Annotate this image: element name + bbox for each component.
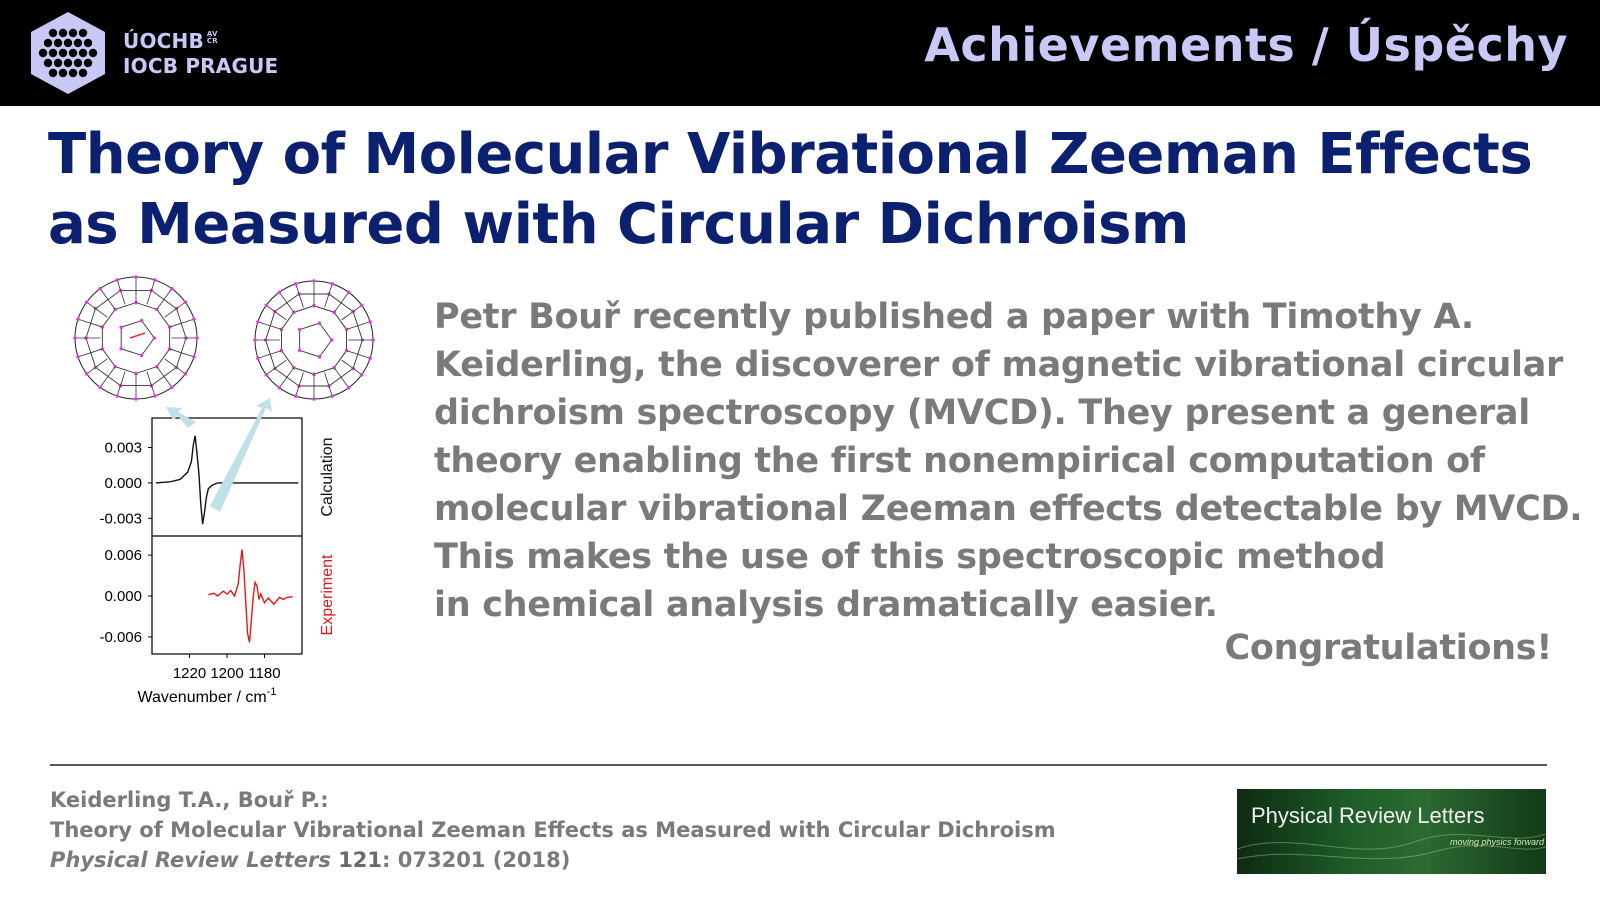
- spectra-figure: [70, 270, 390, 730]
- arrow-to-cage-2: [210, 398, 272, 512]
- logo-dot: [79, 69, 87, 77]
- cage-bond: [342, 360, 362, 375]
- y-tick-label: -0.003: [99, 510, 142, 528]
- title-line-1: Theory of Molecular Vibrational Zeeman Effects: [48, 122, 1533, 187]
- cage-bond: [100, 289, 115, 310]
- logo-dot: [39, 49, 47, 57]
- cage-bond: [100, 367, 115, 388]
- cage-atom: [153, 394, 157, 398]
- x-axis-label-sup: -1: [266, 686, 277, 698]
- cage-atom: [298, 328, 302, 332]
- calculation-label: Calculation: [319, 437, 336, 517]
- header-bar: [0, 0, 1600, 106]
- cage-bond: [157, 289, 172, 310]
- cage-atom: [360, 373, 364, 377]
- cage-atom: [170, 386, 174, 390]
- cage-atom: [294, 282, 298, 286]
- cage-ring: [281, 306, 346, 374]
- cage-atom: [119, 347, 123, 351]
- cage-atom: [140, 354, 144, 358]
- cage-atom: [119, 325, 123, 329]
- journal-logo: [1237, 789, 1546, 874]
- logo-dot: [54, 59, 62, 67]
- experiment-line: [208, 550, 292, 643]
- cage-bond: [279, 368, 294, 388]
- cage-atom: [256, 356, 260, 360]
- cage-bond: [279, 292, 294, 312]
- logo-dot: [54, 39, 62, 47]
- summary-line: theory enabling the first nonempirical computation of: [434, 441, 1485, 481]
- summary-line: Petr Bouř recently published a paper with Timothy A.: [434, 297, 1474, 337]
- cage-bond: [157, 367, 172, 388]
- cage-atom: [192, 355, 196, 359]
- citation-authors: Keiderling T.A., Bouř P.:: [50, 788, 329, 812]
- cage-atom: [371, 338, 375, 342]
- cage-atom: [76, 317, 80, 321]
- logo-dot: [74, 59, 82, 67]
- cage-atom: [330, 282, 334, 286]
- summary-line: molecular vibrational Zeeman effects detectable by MVCD.: [434, 489, 1583, 529]
- x-tick-label: 1200: [210, 665, 244, 682]
- cage-atom: [85, 372, 89, 376]
- fullerene-cage-icon: [73, 275, 199, 401]
- logo-dot: [69, 49, 77, 57]
- citation-title: Theory of Molecular Vibrational Zeeman Effects as Measured with Circular Dichroism: [50, 818, 1056, 842]
- cage-atom: [347, 386, 351, 390]
- cage-atom: [264, 373, 268, 377]
- cage-atom: [140, 319, 144, 323]
- cage-atom: [312, 279, 316, 283]
- y-tick-label: -0.006: [99, 628, 142, 646]
- logo-dot: [74, 39, 82, 47]
- cage-atom: [85, 300, 89, 304]
- logo-dot: [49, 29, 57, 37]
- summary-line: dichroism spectroscopy (MVCD). They present a general: [434, 393, 1530, 433]
- cage-bond: [266, 360, 286, 375]
- cage-atom: [278, 386, 282, 390]
- cage-bond: [266, 305, 286, 320]
- cage-atom: [170, 287, 174, 291]
- cage-atom: [134, 397, 138, 401]
- cage-atom: [256, 320, 260, 324]
- y-tick-label: 0.003: [104, 439, 142, 457]
- logo-dot: [59, 29, 67, 37]
- logo-dot: [59, 49, 67, 57]
- cage-atom: [318, 355, 322, 359]
- cage-atom: [134, 275, 138, 279]
- logo-dot: [69, 29, 77, 37]
- cage-atom: [312, 397, 316, 401]
- logo-dot: [44, 59, 52, 67]
- cage-atom: [153, 336, 157, 340]
- x-tick-label: 1220: [172, 665, 207, 682]
- logo-dot: [59, 69, 67, 77]
- cage-atom: [278, 290, 282, 294]
- cage-atom: [192, 317, 196, 321]
- logo-dot: [69, 69, 77, 77]
- summary-line: in chemical analysis dramatically easier.: [434, 585, 1218, 625]
- cage-atom: [153, 278, 157, 282]
- section-title: Achievements / Úspěchy: [924, 18, 1568, 72]
- logo-dot: [44, 39, 52, 47]
- cage-bond: [87, 302, 108, 317]
- cage-ring: [121, 321, 154, 356]
- cage-atom: [184, 300, 188, 304]
- x-axis-label: Wavenumber / $cm^{-1}$: [137, 686, 277, 706]
- fullerene-cage-icon: [253, 279, 375, 401]
- cage-bond: [342, 305, 362, 320]
- logo-dot: [84, 39, 92, 47]
- cage-atom: [115, 394, 119, 398]
- y-tick-label: 0.006: [104, 547, 142, 565]
- journal-logo-title: Physical Review Letters: [1251, 803, 1485, 828]
- cage-atom: [318, 321, 322, 325]
- page-title: [48, 120, 1548, 260]
- cage-atom: [184, 372, 188, 376]
- title-line-2: as Measured with Circular Dichroism: [48, 192, 1189, 257]
- cage-atom: [347, 290, 351, 294]
- cage-bond: [334, 368, 349, 388]
- cage-atom: [115, 278, 119, 282]
- logo-dot: [79, 29, 87, 37]
- divider: [50, 764, 1547, 766]
- cage-atom: [330, 338, 334, 342]
- cage-bond: [165, 302, 186, 317]
- logo-dot: [64, 39, 72, 47]
- iocb-logo-icon: [28, 10, 108, 96]
- cage-atom: [330, 394, 334, 398]
- cage-bond: [165, 359, 186, 374]
- cage-atom: [298, 349, 302, 353]
- experiment-label: Experiment: [319, 554, 336, 636]
- logo-dot: [64, 59, 72, 67]
- cage-ring: [86, 290, 186, 385]
- cage-atom: [368, 356, 372, 360]
- citation-source: Physical Review Letters 121: 073201 (2018): [50, 848, 571, 872]
- logo-dot: [79, 49, 87, 57]
- logo-dot: [89, 49, 97, 57]
- y-tick-label: 0.000: [104, 474, 142, 492]
- cage-atom: [98, 386, 102, 390]
- cage-ring: [300, 323, 332, 357]
- cage-ring: [266, 294, 363, 386]
- cage-atom: [195, 336, 199, 340]
- cage-atom: [360, 304, 364, 308]
- citation: [50, 785, 1056, 875]
- summary-line: This makes the use of this spectroscopic method: [434, 537, 1386, 577]
- cage-atom: [253, 338, 257, 342]
- logo-wordmark: ÚOCHB AV ČR IOCB PRAGUE: [123, 29, 279, 78]
- cage-ring: [102, 303, 169, 374]
- vector-marker: [130, 333, 145, 338]
- logo-dot: [49, 69, 57, 77]
- journal-logo-tagline: moving physics forward: [1449, 837, 1544, 847]
- cage-bond: [334, 292, 349, 312]
- cage-atom: [73, 336, 77, 340]
- cage-bond: [87, 359, 108, 374]
- cage-atom: [264, 304, 268, 308]
- x-tick-label: 1180: [248, 665, 281, 682]
- cage-atom: [76, 355, 80, 359]
- article-summary: [434, 293, 1583, 629]
- cage-atom: [368, 320, 372, 324]
- cage-atom: [98, 287, 102, 291]
- congratulations-text: Congratulations!: [1224, 628, 1552, 668]
- logo-dot: [49, 49, 57, 57]
- logo-dot: [84, 59, 92, 67]
- cage-atom: [294, 394, 298, 398]
- summary-line: Keiderling, the discoverer of magnetic vibrational circular: [434, 345, 1563, 385]
- y-tick-label: 0.000: [104, 588, 142, 606]
